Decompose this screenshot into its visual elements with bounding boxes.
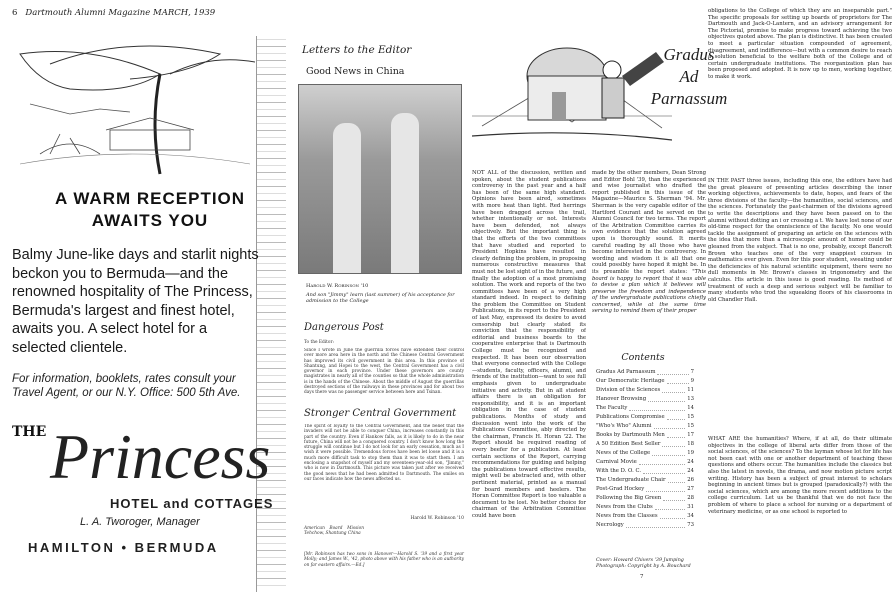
cover-credit: Cover: Howard Chivers '39 Jumping Photograph: Copyright by A. Bouchard xyxy=(596,558,691,569)
contents-item[interactable]: Following the Big Green 28 xyxy=(596,495,694,501)
mission: American Board Mission Tehchow, Shantung China xyxy=(304,526,364,537)
news-title: Good News in China xyxy=(306,66,405,77)
ad-princess-logo: Princess xyxy=(50,421,271,492)
photo-caption-name: Harold W. Robinson '10 xyxy=(306,283,369,289)
contents-title: Contents xyxy=(621,352,665,363)
what-column xyxy=(708,436,892,596)
gradus-column-3b xyxy=(708,178,892,428)
ad-info: For information, booklets, rates consult your Travel Agent, or our N.Y. Office: 500 5th Ave. xyxy=(12,373,241,399)
ad-city: HAMILTON • BERMUDA xyxy=(28,540,219,555)
ad-the: THE xyxy=(12,424,47,440)
contents-list xyxy=(596,368,694,530)
gradus-quote: "This board is happy to report that it was able to devise a plan which it believes will preserve the freedom and independence of the undergraduate publications chiefly concerned, while at the same time serving to remind them of their proper xyxy=(592,268,706,315)
contents-item[interactable]: News of the College 19 xyxy=(596,450,694,456)
contents-item[interactable]: News from the Classes 34 xyxy=(596,513,694,519)
ad-headline-line1: A WARM RECEPTION xyxy=(54,189,246,208)
dangerous-body: Since I wrote in June the guerrilla forces have extended their control over more area here in the north and the Chinese Central Government has improved its civil government in this area. In this province of Shantung, and Hopei to the west, the Central Government has a civil governor in each province. Under these governors are county magistrates in nearly all of the counties so that the whole administration is in the hands of the Chinese. About the middle of August the guerrillas destroyed sections of the railways in these provinces and for about two days there was no passenger service between here and Tsinan. xyxy=(304,348,464,396)
photo-caption-text: And son "Jimmy" learn (last summer) of his acceptance for admission to the College xyxy=(306,292,455,304)
stronger-body: The spirit of loyalty to the Central Government, and the belief that the invaders will not be able to conquer China, increases constantly in this part of the country. Even if Hankow falls, as it is likely to do in the near future, China will not be a conquered country. I don't know how long the struggle will continue but I do not look for an early cessation, much as I wish it were possible. Tremendous forces have been let loose and it is a much more difficult task to stop them than it was to start them. I am enclosing a snapshot of myself and my seventeen-year-old son, "Jimmy," who is now in Dartmouth. This picture was taken just after we received the good news that he had been admitted to Dartmouth. The smiles on our faces indicate how the news affected us. xyxy=(304,424,464,482)
gradus-col3b-text: IN THE PAST three issues, including this one, the editors have had the great pleasure of presenting articles describing the inner working objectives, achievements to date, hopes, and fears of the three divisions of the faculty—the humanities, social sciences, and the sciences. Fortunately the past-chairmen of the divisions agreed to write the descriptions and they have been passed on to the alumni without dotting an i or crossing a t. We have lost none of our old-time respect for the omniscience of the faculty. No one would tackle the assignment of preparing an article on the sciences with the idea that more than a microscopic amount of humor could be gleaned from the subject. That is no one, probably, except Bancroft Brown who teaches one of the very snappiest courses in mathematics ever given. Even for this poor student, sweating under the deficiencies of his natural scientific equipment, there were no dull moments in Mr. Brown's classes in trigonometry and the calculus. His article in this issue is good reading. Its method of treatment of such a deep and serious subject will be familiar to many students who trod the squeaking floors of his classrooms in old Chandler Hall. xyxy=(708,178,892,303)
gradus-title-line1: Gradus xyxy=(663,45,715,64)
ad-headline xyxy=(40,188,260,232)
ad-headline-line2: AWAITS YOU xyxy=(91,211,209,230)
gradus-title-line3: Parnassum xyxy=(650,89,728,108)
contents-item[interactable]: Books by Dartmouth Men 17 xyxy=(596,432,694,438)
stronger-title: Stronger Central Government xyxy=(304,408,457,419)
page-number-right: 7 xyxy=(640,574,644,580)
contents-item[interactable]: Post-Grad Hockey 27 xyxy=(596,486,694,492)
ad-manager: L. A. Tworoger, Manager xyxy=(80,516,200,528)
page-header xyxy=(12,8,215,18)
contents-item[interactable]: Carnival Movie 24 xyxy=(596,459,694,465)
contents-item[interactable]: Necrology 73 xyxy=(596,522,694,528)
gradus-col2-text: made by the other members, Dean Strong and Editor Bohl '39, than the experienced and wise journalist who drafted the report published in this issue of the Magazine—Maurice S. Sherman '94. Mr. Sherman is the very capable editor of the Hartford Courant and he served on the Alumni Council for two terms. The report of the Arbitration Committee carries its own evidence that the solution agreed upon is thoroughly sound. It merits careful reading by all those who have become interested in the controversy. In wording and wisdom it is all that one could possibly have hoped it might be. In its preamble the report states: xyxy=(592,170,706,275)
contents-item[interactable]: The Faculty 14 xyxy=(596,405,694,411)
letters-heading: Letters to the Editor xyxy=(302,44,412,56)
dangerous-to: To the Editor: xyxy=(304,340,334,345)
contents-item[interactable]: Our Democratic Heritage 9 xyxy=(596,378,694,384)
contents-item[interactable]: Gradus Ad Parnassum 7 xyxy=(596,369,694,375)
palm-tree-illustration xyxy=(10,34,258,184)
photo-robinson xyxy=(298,84,462,274)
photo-figure-father xyxy=(333,123,361,273)
contents-item[interactable]: "Who's Who" Alumni 15 xyxy=(596,423,694,429)
contents-item[interactable]: News from the Clubs 31 xyxy=(596,504,694,510)
gradus-col1-text: NOT ALL of the discussion, written and spoken, about the student publications controversy in the past year and a half has been of the same high standard. Opinions have been aired, sometimes with more heat than light. Red herrings have been dragged across the trail, whether intentionally or not. Interests have been defended, not always objectively. But the important thing is that the efforts of the two committees that have studied and reported to President Hopkins have resulted in clearly defining the problem, in proposing numerous constructive measures that must not be lost sight of in the future, and finally the adoption of a most promising solution. The work and reports of the two committees have been of a very high standard indeed. In respect to defining the problem the Committee on Student Publications, in its report to the President of last May, expressed its desire to avoid censorship but clearly stated its conviction that the responsibility of editorial and business boards to the cooperative enterprise that is Dartmouth College must be recognized and respected. It has been our observation that everyone connected with the College—students, faculty, officers, alumni, and friends of the institution—want to see full emphasis given to undergraduate initiative and activity. But in all student affairs there is an obligation for responsibility, and it is an important obligation in the case of student publications. Months of study and discussion went into the work of the Publications Committee, ably directed by the chairman, Francis H. Horan '22. The Report should be required reading of every beefer for a publication. At least certain sections of the Report, carrying recommendations for guiding and helping the publications toward effective results, might well be abstracted and, with other pertinent material, printed as a manual for board members and heelers. The Horan Committee Report is too valuable a document to be lost. No better choice for chairman of the Arbitration Committee could have been xyxy=(472,170,586,519)
gradus-column-2 xyxy=(592,170,706,346)
contents-item[interactable]: Division of the Sciences 11 xyxy=(596,387,694,393)
contents-item[interactable]: With the D. O. C. 24 xyxy=(596,468,694,474)
photo-figure-son xyxy=(391,113,419,273)
gradus-column-1 xyxy=(472,170,586,594)
contents-item[interactable]: Hanover Browsing 13 xyxy=(596,396,694,402)
editor-note: [Mr. Robinson has two sons in Hanover—Harold S. '39 and a first year Molly; and James W., '42, photo above with his father who is an authority on far eastern affairs.—Ed.] xyxy=(304,552,464,568)
contents-item[interactable]: Publications Compromise 15 xyxy=(596,414,694,420)
gradus-column-3 xyxy=(708,8,892,134)
what-text: WHAT ARE the humanities? Where, if at all, do their ultimate objectives in the college of liberal arts differ from those of the social sciences, of the sciences? To the layman whose lot for life has not been cast with one or another department of teaching these questions and others occur. The humanities include the classics but also the latest in novels, the drama, and now motion picture script writing. History has been a subject of great interest to scholars beginning in ancient times but is grouped (paradoxically?) with the social sciences, which are among the more recent additions to the college curriculum. Let us be thankful that we do not face the problem of where to place a school for nursing or a department of veterinary medicine, or as one school is reported to xyxy=(708,436,892,515)
ad-hotel: HOTEL and COTTAGES xyxy=(110,496,274,511)
contents-item[interactable]: A 50 Edition Best Seller 18 xyxy=(596,441,694,447)
magazine-title: Dartmouth Alumni Magazine MARCH, 1939 xyxy=(25,8,216,18)
gradus-col3-text: obligations to the College of which they are an inseparable part." The specific proposals for setting up boards of proprietors for The Dartmouth and Jack-O-Lantern, and an advisory arrangement for The Pictorial, promise to make progress toward achieving the two objectives quoted above. The plan is distinctive. It has been created to meet a particular situation compounded of agreement, disagreement, and indifference—but with a common desire to reach a solution beneficial to the welfare both of the College and of certain undergraduate institutions. The reorganization plan has been proposed and adopted. It is now up to men, working together, to make it work. xyxy=(708,8,892,80)
page-number: 6 xyxy=(12,8,18,18)
ad-body: Balmy June-like days and starlit nights beckon you to Bermuda—and the renowned hospitality of The Princess, Bermuda's largest and finest hotel, awaits you. A select hotel for a selected clientele. xyxy=(12,247,259,356)
signature: Harold W. Robinson '10 xyxy=(410,516,464,521)
dangerous-post-title: Dangerous Post xyxy=(304,322,384,333)
contents-item[interactable]: The Undergraduate Chair 26 xyxy=(596,477,694,483)
gradus-title-line2: Ad xyxy=(679,67,699,86)
